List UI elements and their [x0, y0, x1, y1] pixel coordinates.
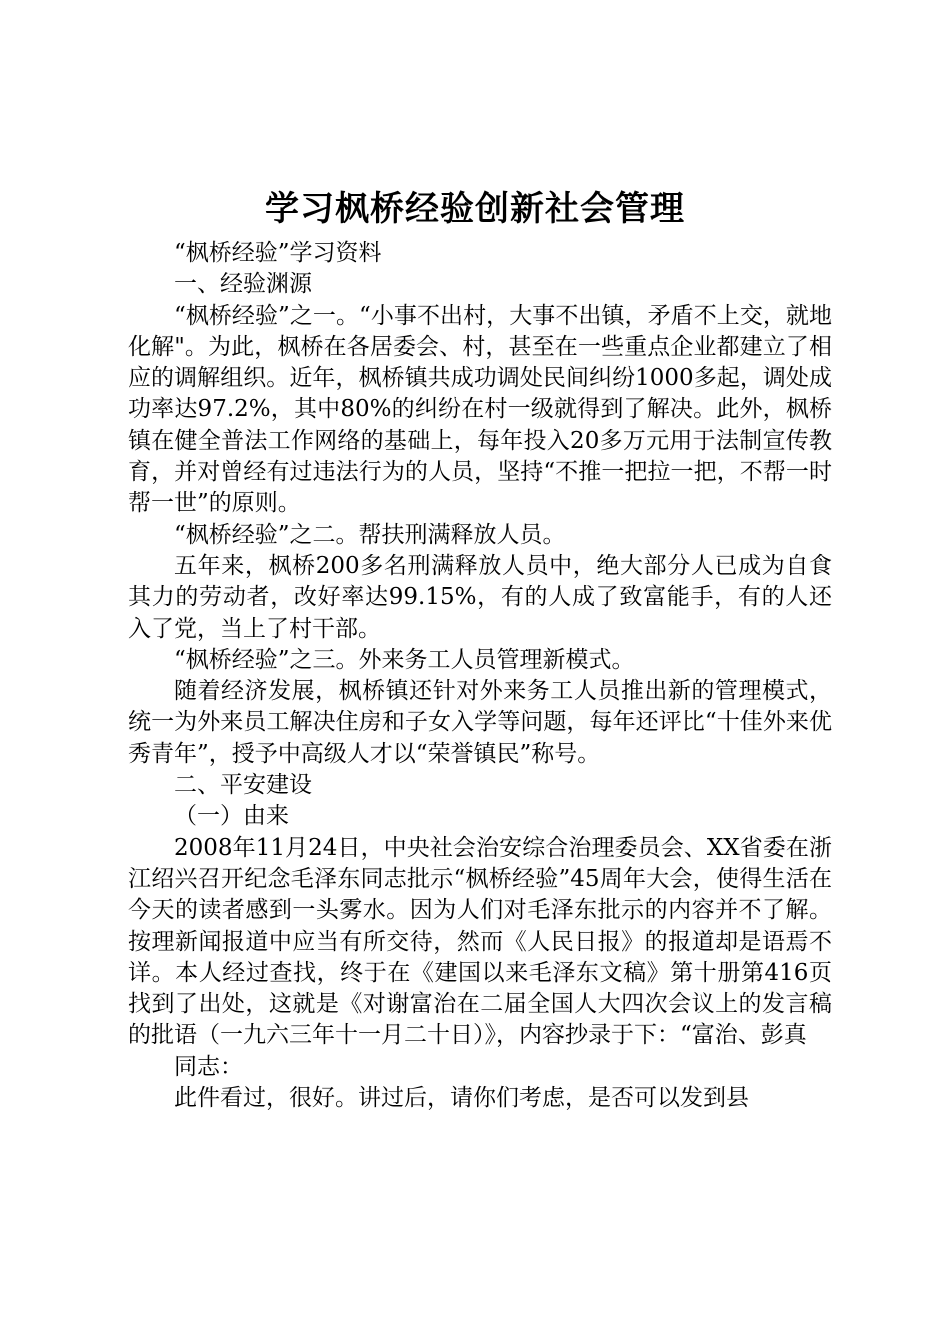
- paragraph: “枫桥经验”之一。“小事不出村，大事不出镇，矛盾不上交，就地化解"。为此，枫桥在各居委会、村，甚至在一些重点企业都建立了相应的调解组织。近年，枫桥镇共成功调处民间纠纷1000多起，调处成功率达97.2%，其中80%的纠纷在村一级就得到了解决。此外，枫桥镇在健全普法工作网络的基础上，每年投入20多万元用于法制宣传教育，并对曾经有过违法行为的人员，坚持“不推一把拉一把，不帮一时帮一世”的原则。: [128, 302, 832, 517]
- document-title: 学习枫桥经验创新社会管理: [265, 189, 685, 229]
- paragraph: 五年来，枫桥200多名刑满释放人员中，绝大部分人已成为自食其力的劳动者，改好率达99.15%，有的人成了致富能手，有的人还入了党，当上了村干部。: [128, 552, 832, 642]
- section-heading-origin: 一、经验渊源: [174, 271, 312, 298]
- paragraph-subtitle: “枫桥经验”学习资料: [174, 240, 382, 266]
- paragraph: “枫桥经验”之二。帮扶刑满释放人员。: [174, 521, 566, 548]
- document-body: [128, 238, 832, 1114]
- paragraph: 2008年11月24日，中央社会治安综合治理委员会、XX省委在浙江绍兴召开纪念毛泽东同志批示“枫桥经验”45周年大会，使得生活在今天的读者感到一头雾水。因为人们对毛泽东批示的内容并不了解。按理新闻报道中应当有所交待，然而《人民日报》的报道却是语焉不详。本人经过查找，终于在《建国以来毛泽东文稿》第十册第416页找到了出处，这就是《对谢富治在二届全国人大四次会议上的发言稿的批语（一九六三年十一月二十日）》，内容抄录于下：“富治、彭真: [128, 834, 832, 1049]
- paragraph: “枫桥经验”之三。外来务工人员管理新模式。: [174, 646, 635, 673]
- paragraph: 随着经济发展，枫桥镇还针对外来务工人员推出新的管理模式，统一为外来员工解决住房和子女入学等问题，每年还评比“十佳外来优秀青年”，授予中高级人才以“荣誉镇民”称号。: [128, 678, 832, 767]
- paragraph: 同志：: [174, 1053, 243, 1080]
- section-heading-safety: 二、平安建设: [174, 772, 312, 799]
- subsection-heading-origin: （一）由来: [174, 803, 289, 830]
- paragraph: 此件看过，很好。讲过后，请你们考虑，是否可以发到县: [174, 1085, 749, 1112]
